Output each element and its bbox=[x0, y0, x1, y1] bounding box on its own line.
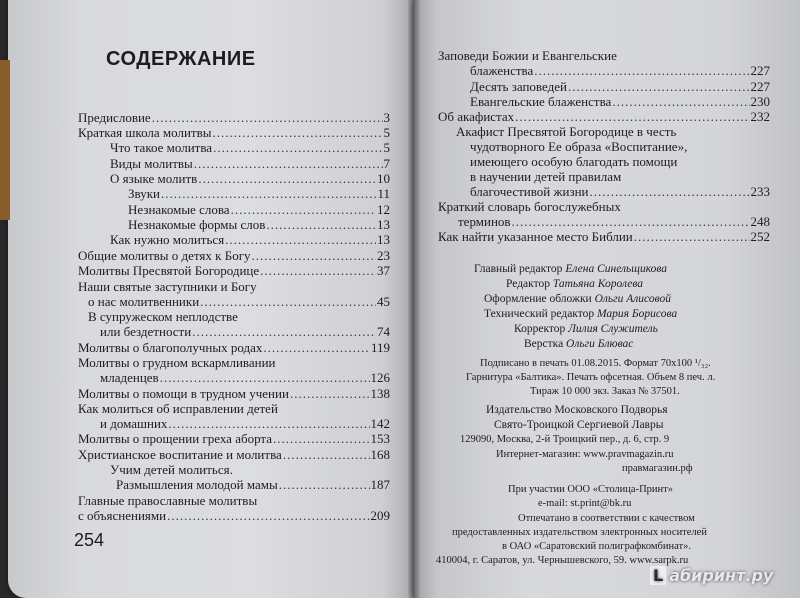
toc-entry-line: Учим детей молиться. bbox=[110, 462, 233, 477]
printer-line: При участии ООО «Столица-Принт» bbox=[508, 484, 673, 495]
credit-line: Главный редактор Елена Синельщикова bbox=[474, 263, 668, 275]
toc-entry: терминов ..... 248 bbox=[458, 214, 770, 229]
contents-heading: СОДЕРЖАНИЕ bbox=[106, 48, 256, 70]
toc-entry: О языке молитв ..... 10 bbox=[110, 171, 390, 186]
credit-line: Редактор Татьяна Королева bbox=[506, 278, 644, 290]
right-page bbox=[414, 0, 800, 598]
printer-line: e-mail: st.print@bk.ru bbox=[538, 498, 632, 509]
toc-entry: или бездетности ..... 74 bbox=[100, 324, 390, 339]
print-info-line: Подписано в печать 01.08.2015. Формат 70x100 ¹/₃₂. bbox=[480, 358, 711, 369]
toc-entry-line: Наши святые заступники и Богу bbox=[78, 279, 257, 294]
print-info-line: Гарнитура «Балтика». Печать офсетная. Объем 8 печ. л. bbox=[466, 372, 716, 383]
toc-entry: и домашних ..... 142 bbox=[100, 416, 390, 431]
toc-entry-line: Молитвы о грудном вскармливании bbox=[78, 355, 276, 370]
book-edge bbox=[0, 60, 10, 220]
site-watermark: L абиринт.ру bbox=[650, 566, 773, 585]
toc-entry: Об акафистах ..... 232 bbox=[438, 109, 770, 124]
book-gutter bbox=[408, 0, 420, 598]
toc-entry: Общие молитвы о детях к Богу ..... 23 bbox=[78, 248, 390, 263]
publisher-line: 129090, Москва, 2-й Троицкий пер., д. 6, стр. 9 bbox=[460, 434, 670, 445]
toc-entry-line: В супружеском неплодстве bbox=[88, 309, 238, 324]
toc-entry-line: Краткий словарь богослужебных bbox=[438, 199, 621, 214]
toc-entry: Незнакомые формы слов ..... 13 bbox=[128, 217, 390, 232]
toc-entry: Десять заповедей ..... 227 bbox=[470, 79, 770, 94]
toc-entry-line: Заповеди Божии и Евангельские bbox=[438, 48, 617, 63]
toc-entry: с объяснениями ..... 209 bbox=[78, 508, 390, 523]
print-info-line: Тираж 10 000 экз. Заказ № 37501. bbox=[530, 386, 680, 397]
toc-entry: Предисловие ..... 3 bbox=[78, 110, 390, 125]
printer-line: в ОАО «Саратовский полиграфкомбинат». bbox=[502, 541, 691, 552]
toc-entry: Как нужно молиться ..... 13 bbox=[110, 232, 390, 247]
toc-entry: Незнакомые слова ..... 12 bbox=[128, 202, 390, 217]
toc-entry: Молитвы о прощении греха аборта ..... 153 bbox=[78, 431, 390, 446]
toc-entry-line: Как молиться об исправлении детей bbox=[78, 401, 278, 416]
toc-entry-line: Главные православные молитвы bbox=[78, 493, 258, 508]
toc-entry: Христианское воспитание и молитва ..... 168 bbox=[78, 447, 390, 462]
credit-line: Корректор Лилия Служитель bbox=[514, 323, 658, 335]
credit-line: Оформление обложки Ольги Алисовой bbox=[484, 293, 671, 305]
toc-entry: благочестивой жизни ..... 233 bbox=[470, 184, 770, 199]
toc-entry: Как найти указанное место Библии ..... 252 bbox=[438, 229, 770, 244]
shop-link[interactable]: правмагазин.рф bbox=[622, 463, 693, 474]
toc-entry-line: Акафист Пресвятой Богородице в честь bbox=[456, 124, 677, 139]
toc-entry: Размышления молодой мамы ..... 187 bbox=[116, 477, 390, 492]
left-page bbox=[8, 0, 414, 598]
toc-entry: о нас молитвенники ..... 45 bbox=[88, 294, 390, 309]
toc-entry-line: в научении детей правилам bbox=[470, 169, 622, 184]
credit-line: Верстка Ольги Блювас bbox=[524, 338, 634, 350]
toc-entry-line: чудотворного Ее образа «Воспитание», bbox=[470, 139, 688, 154]
publisher-line: Издательство Московского Подворья bbox=[486, 404, 668, 416]
shop-link[interactable]: Интернет-магазин: www.pravmagazin.ru bbox=[496, 449, 674, 460]
toc-entry: младенцев ..... 126 bbox=[100, 370, 390, 385]
toc-entry: Что такое молитва ..... 5 bbox=[110, 140, 390, 155]
toc-entry: блаженства ..... 227 bbox=[470, 63, 770, 78]
printer-line: предоставленных издательством электронных носителей bbox=[452, 527, 707, 538]
credit-line: Технический редактор Мария Борисова bbox=[484, 308, 678, 320]
toc-entry: Молитвы о помощи в трудном учении ..... 138 bbox=[78, 386, 390, 401]
toc-entry: Молитвы о благополучных родах ..... 119 bbox=[78, 340, 390, 355]
page-number: 254 bbox=[74, 530, 105, 550]
printer-line: 410004, г. Саратов, ул. Чернышевского, 59. www.sarpk.ru bbox=[436, 555, 689, 566]
toc-entry: Виды молитвы ..... 7 bbox=[110, 156, 390, 171]
toc-entry: Краткая школа молитвы ..... 5 bbox=[78, 125, 390, 140]
toc-entry: Евангельские блаженства ..... 230 bbox=[470, 94, 770, 109]
toc-entry-line: имеющего особую благодать помощи bbox=[470, 154, 678, 169]
toc-entry: Молитвы Пресвятой Богородице ..... 37 bbox=[78, 263, 390, 278]
printer-line: Отпечатано в соответствии с качеством bbox=[518, 513, 695, 524]
publisher-line: Свято-Троицкой Сергиевой Лавры bbox=[494, 419, 664, 431]
toc-entry: Звуки ..... 11 bbox=[128, 186, 390, 201]
